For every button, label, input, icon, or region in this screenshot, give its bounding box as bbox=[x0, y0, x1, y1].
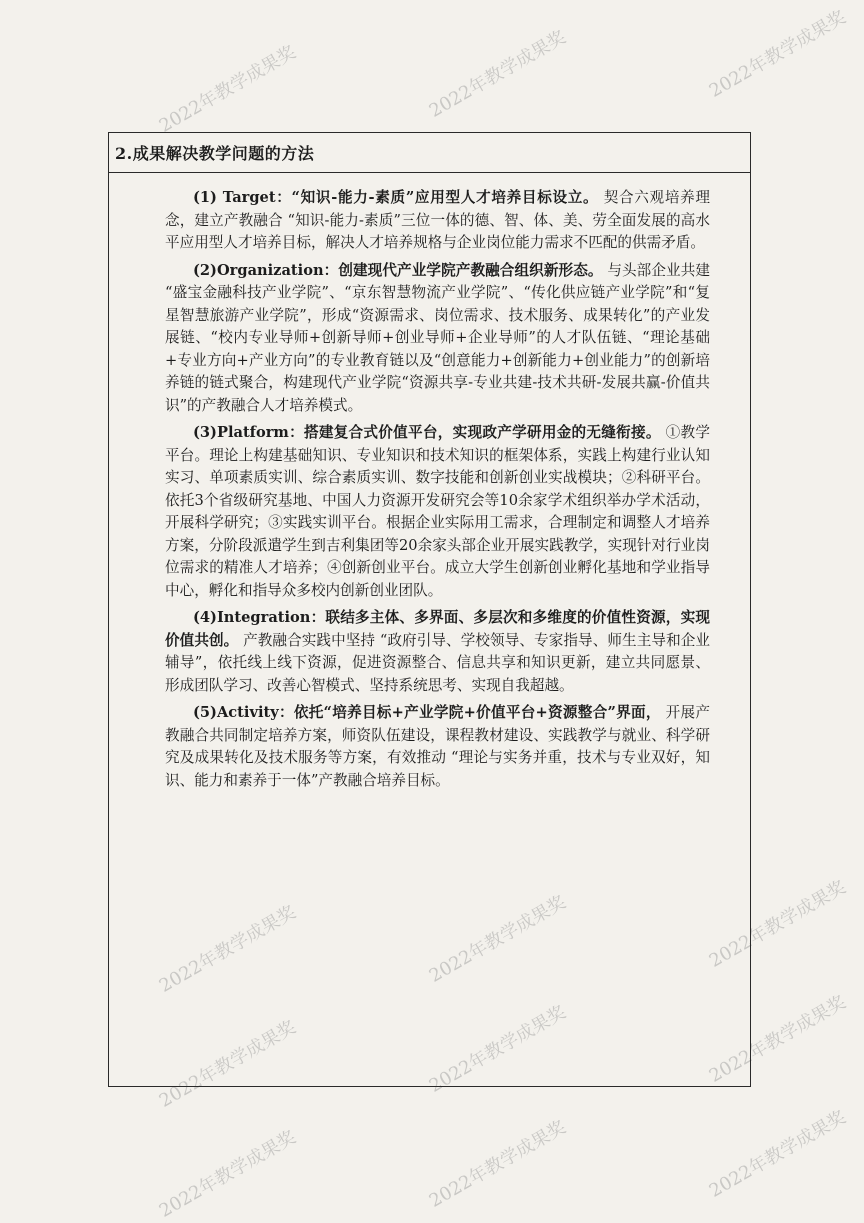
watermark: 2022年教学成果奖 bbox=[155, 901, 300, 997]
watermark: 2022年教学成果奖 bbox=[155, 1016, 300, 1112]
paragraph-target bbox=[165, 187, 710, 255]
watermark: 2022年教学成果奖 bbox=[705, 991, 850, 1087]
watermark: 2022年教学成果奖 bbox=[155, 1126, 300, 1222]
paragraph-body: 契合六观培养理念，建立产教融合 “知识-能力-素质”三位一体的德、智、体、美、劳全面发展的高水平应用型人才培养目标，解决人才培养规格与企业岗位能力需求不匹配的供需矛盾。 bbox=[165, 189, 710, 251]
paragraph-body: 与头部企业共建 “盛宝金融科技产业学院”、“京东智慧物流产业学院”、“传化供应链产业学院”和“复星智慧旅游产业学院”，形成“资源需求、岗位需求、技术服务、成果转化”的产业发展链、“校内专业导师+创新导师+创业导师+企业导师”的人才队伍链、“理论基础+专业方向+产业方向”的专业教育链以及“创意能力+创新能力+创业能力”的创新培养链的链式聚合，构建现代产业学院“资源共享-专业共建-技术共研-发展共赢-价值共识”的产教融合人才培养模式。 bbox=[165, 261, 710, 414]
watermark: 2022年教学成果奖 bbox=[705, 1106, 850, 1202]
paragraph-heading: (4)Integration：联结多主体、多界面、多层次和多维度的价值性资源，实现价值共创。 bbox=[165, 609, 710, 649]
watermark: 2022年教学成果奖 bbox=[425, 1001, 570, 1097]
watermark: 2022年教学成果奖 bbox=[705, 876, 850, 972]
paragraph-activity bbox=[165, 702, 710, 792]
paragraph-integration bbox=[165, 607, 710, 697]
paragraph-heading: (2)Organization：创建现代产业学院产教融合组织新形态。 bbox=[193, 261, 603, 279]
paragraph-platform bbox=[165, 422, 710, 602]
section-title: 2.成果解决教学问题的方法 bbox=[115, 144, 315, 163]
paragraph-heading: (3)Platform：搭建复合式价值平台，实现政产学研用金的无缝衔接。 bbox=[193, 424, 661, 441]
section-body bbox=[109, 173, 750, 792]
paragraph-body: ①教学平台。理论上构建基础知识、专业知识和技术知识的框架体系，实践上构建行业认知实习、单项素质实训、综合素质实训、数字技能和创新创业实战模块；②科研平台。依托3个省级研究基地、中国人力资源开发研究会等10余家学术组织举办学术活动，开展科学研究；③实践实训平台。根据企业实际用工需求，合理制定和调整人才培养方案，分阶段派遣学生到吉利集团等20余家头部企业开展实践教学，实现针对行业岗位需求的精准人才培养；④创新创业平台。成立大学生创新创业孵化基地和学业指导中心，孵化和指导众多校内创新创业团队。 bbox=[165, 424, 710, 599]
watermark: 2022年教学成果奖 bbox=[425, 26, 570, 122]
paragraph-organization bbox=[165, 260, 710, 418]
paragraph-body: 开展产教融合共同制定培养方案，师资队伍建设，课程教材建设、实践教学与就业、科学研究及成果转化及技术服务等方案，有效推动 “理论与实务并重，技术与专业双好，知识、能力和素养于一体”产教融合培养目标。 bbox=[165, 704, 710, 789]
content-frame bbox=[108, 132, 751, 1087]
watermark: 2022年教学成果奖 bbox=[425, 1116, 570, 1212]
paragraph-heading: (1) Target：“知识-能力-素质”应用型人才培养目标设立。 bbox=[193, 189, 599, 206]
paragraph-heading: (5)Activity：依托“培养目标+产业学院+价值平台+资源整合”界面， bbox=[193, 704, 661, 721]
watermark: 2022年教学成果奖 bbox=[705, 6, 850, 102]
paragraph-body: 产教融合实践中坚持 “政府引导、学校领导、专家指导、师生主导和企业辅导”，依托线上线下资源，促进资源整合、信息共享和知识更新，建立共同愿景、形成团队学习、改善心智模式、坚持系统思考、实现自我超越。 bbox=[165, 631, 710, 694]
watermark: 2022年教学成果奖 bbox=[155, 41, 300, 137]
watermark: 2022年教学成果奖 bbox=[425, 891, 570, 987]
section-header bbox=[109, 133, 750, 173]
